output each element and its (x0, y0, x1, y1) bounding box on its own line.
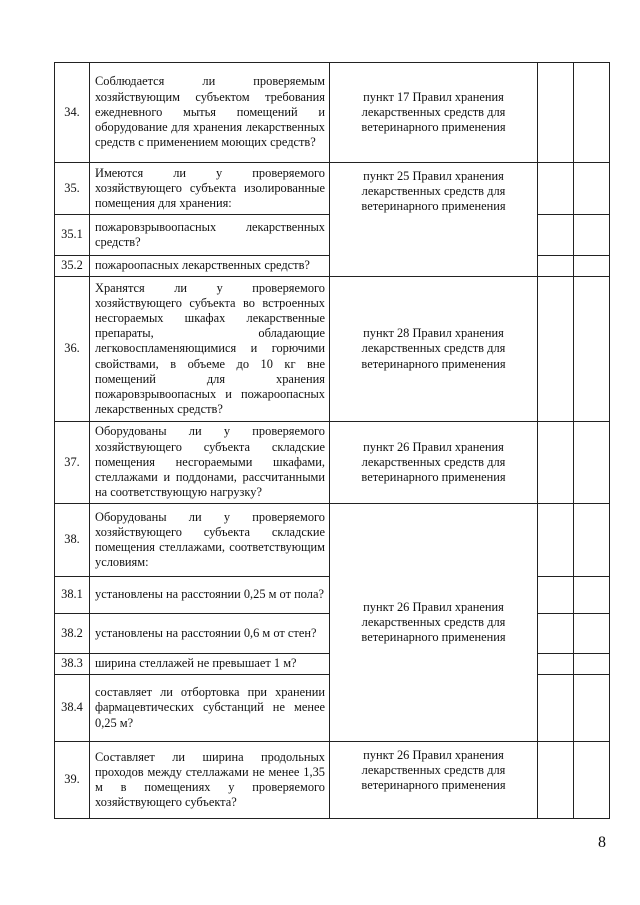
note-cell (574, 742, 610, 819)
item-number: 38.4 (55, 675, 90, 742)
legal-reference: пункт 28 Правил хранения лекарственных средств для ветеринарного применения (330, 277, 538, 422)
note-cell (574, 504, 610, 577)
question-text: установлены на расстоянии 0,25 м от пола? (90, 577, 330, 614)
item-number: 34. (55, 63, 90, 163)
item-number: 37. (55, 422, 90, 504)
note-cell (574, 675, 610, 742)
legal-reference: пункт 26 Правил хранения лекарственных средств для ветеринарного применения (330, 504, 538, 742)
question-text: Оборудованы ли у проверяемого хозяйствующего субъекта складские помещения стеллажами, соответствующим условиям: (90, 504, 330, 577)
table-row (55, 163, 610, 215)
question-text: Хранятся ли у проверяемого хозяйствующего субъекта во встроенных несгораемых шкафах лекарственные препараты, обладающие легковоспламеняющимися и горючими свойствами, в объеме до 10 кг вне помещений для хранения пожаровзрывоопасных и пожароопасных лекарственных средств? (90, 277, 330, 422)
note-cell (574, 614, 610, 654)
legal-reference: пункт 25 Правил хранения лекарственных средств для ветеринарного применения (330, 163, 538, 277)
answer-cell (538, 163, 574, 215)
note-cell (574, 577, 610, 614)
note-cell (574, 63, 610, 163)
item-number: 38.3 (55, 654, 90, 675)
answer-cell (538, 504, 574, 577)
note-cell (574, 654, 610, 675)
question-text: Оборудованы ли у проверяемого хозяйствующего субъекта складские помещения несгораемыми шкафами, стеллажами и поддонами, рассчитанными на соответствующую нагрузку? (90, 422, 330, 504)
question-text: установлены на расстоянии 0,6 м от стен? (90, 614, 330, 654)
legal-reference: пункт 26 Правил хранения лекарственных средств для ветеринарного применения (330, 742, 538, 819)
question-text: Имеются ли у проверяемого хозяйствующего субъекта изолированные помещения для хранения: (90, 163, 330, 215)
answer-cell (538, 614, 574, 654)
note-cell (574, 215, 610, 256)
legal-reference: пункт 26 Правил хранения лекарственных средств для ветеринарного применения (330, 422, 538, 504)
note-cell (574, 256, 610, 277)
question-text: Составляет ли ширина продольных проходов между стеллажами не менее 1,35 м в помещениях у проверяемого хозяйствующего субъекта? (90, 742, 330, 819)
page-number: 8 (598, 834, 606, 851)
question-text: составляет ли отбортовка при хранении фармацевтических субстанций не менее 0,25 м? (90, 675, 330, 742)
answer-cell (538, 577, 574, 614)
note-cell (574, 163, 610, 215)
question-text: пожароопасных лекарственных средств? (90, 256, 330, 277)
item-number: 35. (55, 163, 90, 215)
answer-cell (538, 654, 574, 675)
answer-cell (538, 742, 574, 819)
table-row (55, 63, 610, 163)
question-text: пожаровзрывоопасных лекарственных средств? (90, 215, 330, 256)
item-number: 38. (55, 504, 90, 577)
table-row (55, 422, 610, 504)
item-number: 39. (55, 742, 90, 819)
answer-cell (538, 215, 574, 256)
answer-cell (538, 256, 574, 277)
answer-cell (538, 675, 574, 742)
note-cell (574, 277, 610, 422)
table-row (55, 742, 610, 819)
item-number: 35.1 (55, 215, 90, 256)
item-number: 36. (55, 277, 90, 422)
answer-cell (538, 422, 574, 504)
note-cell (574, 422, 610, 504)
item-number: 38.2 (55, 614, 90, 654)
item-number: 38.1 (55, 577, 90, 614)
checklist-table (54, 62, 610, 819)
question-text: ширина стеллажей не превышает 1 м? (90, 654, 330, 675)
answer-cell (538, 277, 574, 422)
answer-cell (538, 63, 574, 163)
legal-reference: пункт 17 Правил хранения лекарственных средств для ветеринарного применения (330, 63, 538, 163)
table-row (55, 277, 610, 422)
table-row (55, 504, 610, 577)
question-text: Соблюдается ли проверяемым хозяйствующим субъектом требования ежедневного мытья помещений и оборудование для хранения лекарственных средств с применением моющих средств? (90, 63, 330, 163)
item-number: 35.2 (55, 256, 90, 277)
